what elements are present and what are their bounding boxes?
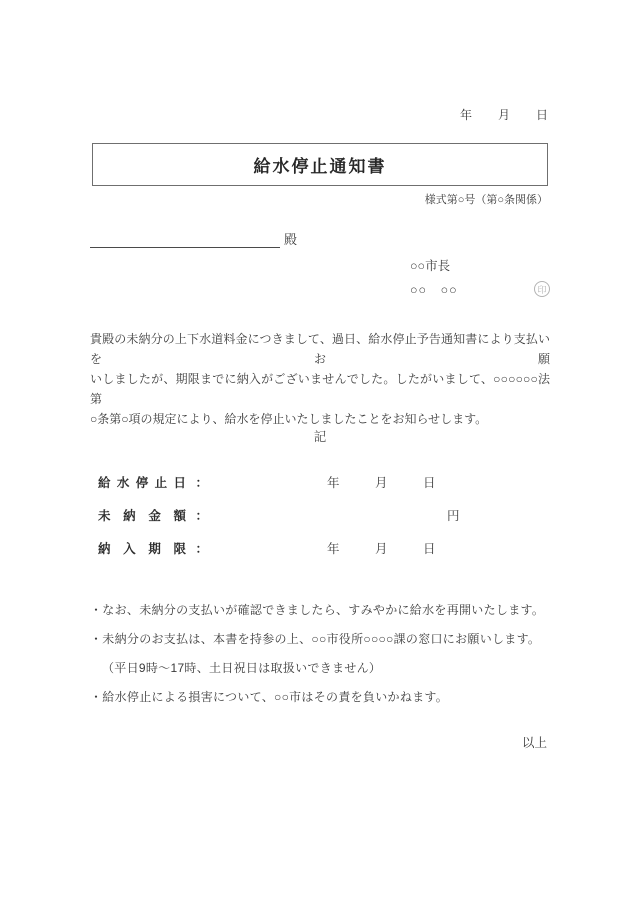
body-paragraph	[90, 329, 550, 429]
note-office-hours: （平日9時～17時、土日祝日は取扱いできません）	[102, 661, 382, 675]
issue-date-year-label: 年	[459, 108, 472, 122]
issue-date-line	[460, 106, 548, 123]
colon: ：	[195, 542, 208, 556]
issue-date-month-label: 月	[497, 108, 510, 122]
suspension-date-year-label: 年	[327, 476, 340, 490]
note-liability: ・給水停止による損害について、○○市はその責を負いかねます。	[90, 690, 449, 704]
issue-date-day-label: 日	[535, 108, 548, 122]
addressee-honorific: 殿	[284, 232, 298, 247]
body-line: ○条第○項の規定により、給水を停止いたしましたことをお知らせします。	[90, 412, 488, 426]
sender-title: ○○市長	[410, 259, 451, 273]
item-label-wrap	[98, 473, 208, 491]
record-marker: 記	[313, 430, 327, 444]
item-row-suspension-date	[0, 473, 640, 490]
unpaid-amount-label: 未納金額	[98, 509, 186, 523]
note-resume-supply: ・なお、未納分の支払いが確認できましたら、すみやかに給水を再開いたします。	[90, 603, 545, 617]
item-label-wrap	[98, 539, 208, 557]
addressee-line	[90, 229, 297, 248]
payment-deadline-year-label: 年	[327, 542, 340, 556]
payment-deadline-day-label: 日	[423, 542, 436, 556]
addressee-blank-underline	[90, 230, 280, 248]
unpaid-amount-yen-label: 円	[447, 509, 460, 523]
document-title: 給水停止通知書	[253, 157, 387, 176]
colon: ：	[195, 476, 208, 490]
note-payment-location: ・未納分のお支払は、本書を持参の上、○○市役所○○○○課の窓口にお願いします。	[90, 632, 541, 646]
seal-placeholder-icon: 印	[534, 281, 550, 297]
colon: ：	[195, 509, 208, 523]
item-label-wrap	[98, 506, 208, 524]
closing-marker: 以上	[521, 736, 547, 750]
form-number: 様式第○号（第○条関係）	[424, 194, 548, 206]
payment-deadline-label: 納入期限	[98, 542, 186, 556]
item-row-unpaid-amount	[0, 506, 640, 523]
suspension-date-label: 給水停止日	[98, 476, 186, 490]
title-box	[92, 143, 548, 186]
payment-deadline-month-label: 月	[375, 542, 388, 556]
body-line: 貴殿の未納分の上下水道料金につきまして、過日、給水停止予告通知書により支払いをお願	[90, 332, 550, 366]
item-row-payment-deadline	[0, 539, 640, 556]
body-line: いしましたが、期限までに納入がございませんでした。したがいまして、○○○○○○法第	[90, 372, 550, 406]
sender-name-row	[410, 280, 550, 298]
sender-name: ○○ ○○	[410, 283, 458, 297]
suspension-date-day-label: 日	[423, 476, 436, 490]
suspension-date-month-label: 月	[375, 476, 388, 490]
